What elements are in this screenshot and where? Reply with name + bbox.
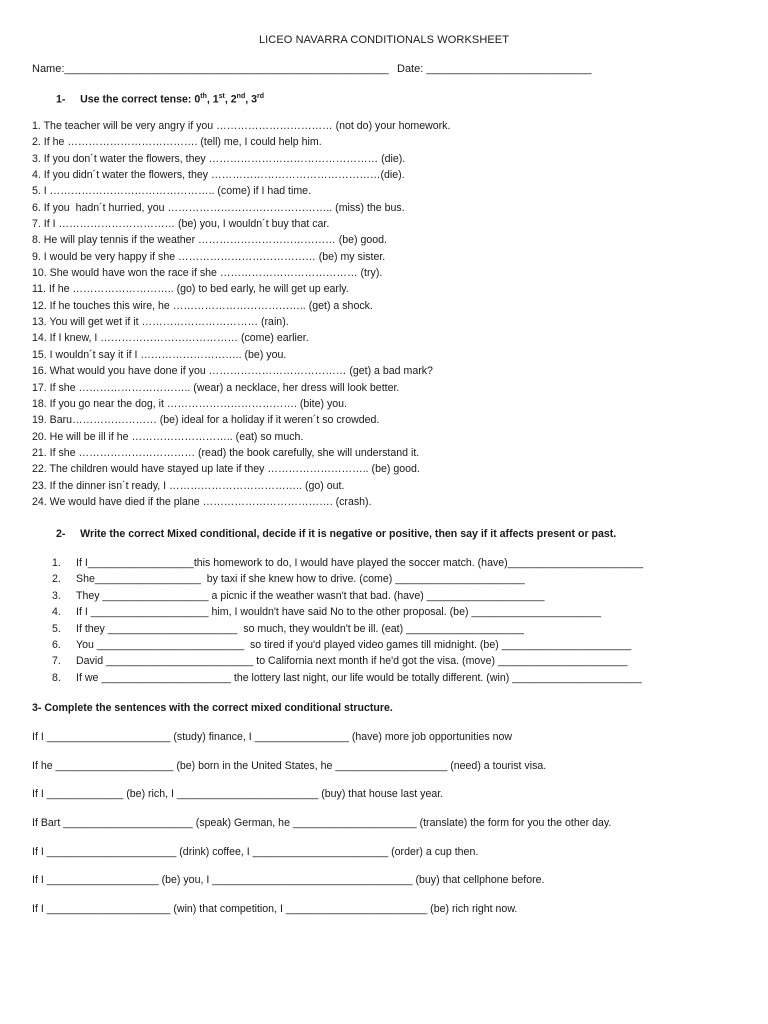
exercise-item: 6. If you hadn´t hurried, you ……………………………………….. (miss) the bus. [32, 201, 405, 214]
item-text: If they ______________________ so much, they wouldn't be ill. (eat) ____________________ [76, 622, 524, 635]
exercise-item: 18. If you go near the dog, it ………………………………. (bite) you. [32, 397, 347, 410]
exercise-item: If I _____________ (be) rich, I ________________________ (buy) that house last year. [32, 788, 444, 801]
exercise-item: 8. He will play tennis if the weather ………………………………… (be) good. [32, 234, 388, 247]
list-item [52, 555, 643, 571]
exercise-item: 14. If I knew, I ………………………………… (come) earlier. [32, 332, 309, 345]
section1-heading [56, 93, 264, 106]
exercise-item: If I ___________________ (be) you, I __________________________________ (buy) that cellphone before. [32, 874, 545, 887]
exercise-item: 2. If he ………………………………. (tell) me, I could help him. [32, 136, 322, 149]
exercise-item: 10. She would have won the race if she ………………………………… (try). [32, 267, 383, 280]
exercise-item: 16. What would you have done if you ………………………………… (get) a bad mark? [32, 365, 433, 378]
section3-heading: 3- Complete the sentences with the correct mixed conditional structure. [32, 702, 393, 714]
exercise-item: 9. I would be very happy if she ………………………………… (be) my sister. [32, 250, 386, 263]
heading-sep-3: , 3 [245, 93, 258, 106]
exercise-item: 5. I ……………………………………….. (come) if I had time. [32, 185, 312, 198]
list-item [52, 621, 643, 637]
item-text: They __________________ a picnic if the weather wasn't that bad. (have) ____________________ [76, 589, 545, 602]
exercise-item: 12. If he touches this wire, he ……………………………….. (get) a shock. [32, 299, 373, 312]
item-text: She__________________ by taxi if she knew how to drive. (come) ______________________ [76, 573, 525, 586]
exercise-item: 23. If the dinner isn´t ready, I ……………………………….. (go) out. [32, 479, 345, 492]
list-item [52, 604, 643, 620]
exercise-item: 13. You will get wet if it …………………………… (rain). [32, 316, 289, 329]
exercise-item: If I _____________________ (study) finance, I ________________ (have) more job opportunities now [32, 731, 513, 743]
section1-list [32, 118, 450, 510]
worksheet-title: LICEO NAVARRA CONDITIONALS WORKSHEET [258, 34, 510, 46]
exercise-item: 20. He will be ill if he ……………………….. (eat) so much. [32, 430, 304, 443]
item-text: If I__________________this homework to do, I would have played the soccer match. (have)_______________________ [76, 557, 644, 569]
item-number: 1. [52, 557, 61, 569]
item-text: You _________________________ so tired if you'd played video games till midnight. (be) ______________________ [76, 638, 632, 651]
section2-number: 2- [56, 528, 66, 540]
item-number: 7. [52, 655, 61, 668]
list-item [52, 588, 643, 604]
list-item [52, 653, 643, 669]
item-number: 4. [52, 606, 61, 619]
exercise-item: If I _____________________ (win) that competition, I ________________________ (be) rich right now. [32, 903, 518, 916]
exercise-item: If he ____________________ (be) born in the United States, he ___________________ (need) a tourist visa. [32, 759, 547, 772]
item-number: 3. [52, 589, 61, 602]
exercise-item: 7. If I …………………………… (be) you, I wouldn´t buy that car. [32, 218, 330, 231]
item-number: 6. [52, 638, 61, 651]
item-text: David _________________________ to California next month if he'd got the visa. (move) ______________________ [76, 655, 628, 668]
heading-sep-2: , 2 [224, 93, 237, 106]
exercise-item: 21. If she …………………………… (read) the book carefully, she will understand it. [32, 446, 420, 459]
section2-heading-text: Write the correct Mixed conditional, decide if it is negative or positive, then say if it affects present or past. [80, 528, 617, 540]
section3-list [32, 729, 611, 930]
date-field[interactable]: Date: ___________________________ [397, 63, 592, 75]
list-item [52, 670, 643, 686]
exercise-item: 24. We would have died if the plane ………………………………. (crash). [32, 495, 372, 508]
section1-number: 1- [56, 93, 66, 106]
exercise-item: 22. The children would have stayed up late if they ……………………….. (be) good. [32, 463, 420, 476]
section2-list [52, 555, 643, 686]
name-field[interactable]: Name:_____________________________________________________ [32, 63, 389, 75]
item-text: If I ____________________ him, I wouldn't have said No to the other proposal. (be) ______________________ [76, 606, 602, 619]
list-item [52, 637, 643, 653]
item-number: 2. [52, 573, 61, 586]
exercise-item: If Bart ______________________ (speak) German, he _____________________ (translate) the form for you the other day. [32, 817, 612, 830]
item-text: If we ______________________ the lottery last night, our life would be totally different. (win) ______________________ [76, 671, 642, 684]
sup-3rd: rd [257, 93, 265, 100]
exercise-item: 17. If she ………………………….. (wear) a necklace, her dress will look better. [32, 381, 400, 394]
exercise-item: 3. If you don´t water the flowers, they ………………………………………… (die). [32, 152, 406, 165]
item-number: 8. [52, 671, 61, 684]
item-number: 5. [52, 622, 61, 635]
section2-heading [56, 528, 616, 540]
list-item [52, 571, 643, 587]
sup-1st: st [218, 93, 225, 100]
exercise-item: 19. Baru…………………… (be) ideal for a holiday if it weren´t so crowded. [32, 414, 380, 427]
exercise-item: 11. If he ……………………….. (go) to bed early, he will get up early. [32, 283, 349, 296]
exercise-item: 4. If you didn´t water the flowers, they …………………………………………(die). [32, 169, 405, 182]
exercise-item: 1. The teacher will be very angry if you …………………………… (not do) your homework. [32, 120, 451, 132]
sup-0th: th [200, 93, 207, 100]
section1-heading-text: Use the correct tense: 0 [80, 93, 201, 106]
sup-2nd: nd [236, 93, 246, 100]
exercise-item: 15. I wouldn´t say it if I ……………………….. (be) you. [32, 348, 287, 361]
exercise-item: If I ______________________ (drink) coffee, I _______________________ (order) a cup then. [32, 845, 479, 858]
heading-sep-1: , 1 [206, 93, 219, 106]
